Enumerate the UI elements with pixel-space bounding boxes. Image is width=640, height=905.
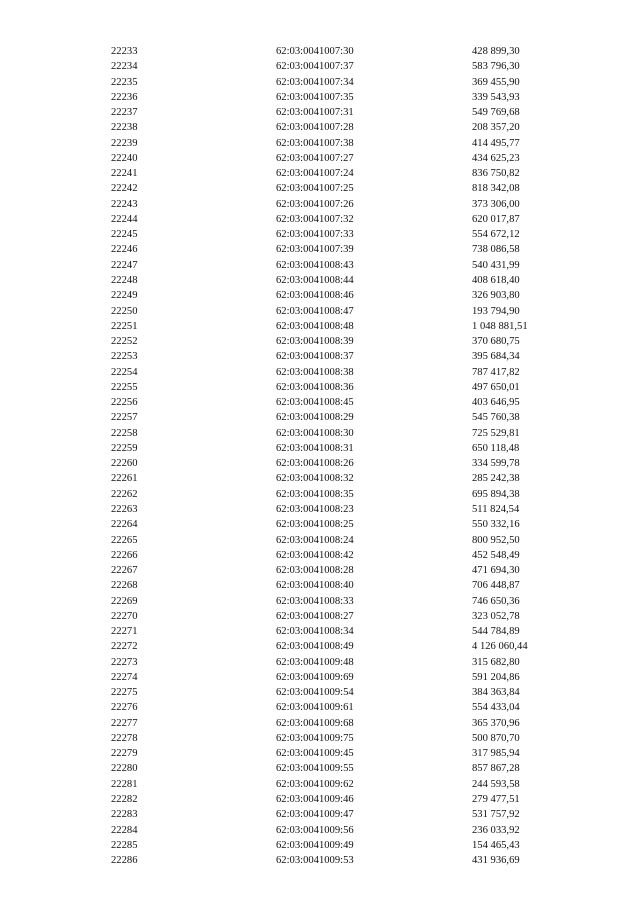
cadastral-number-cell: 62:03:0041007:32 xyxy=(276,213,354,225)
cadastral-number-cell: 62:03:0041008:28 xyxy=(276,565,354,577)
table-row xyxy=(0,685,640,700)
table-row xyxy=(0,746,640,761)
table-row xyxy=(0,151,640,166)
value-cell: 369 455,90 xyxy=(472,76,520,88)
row-number-cell: 22263 xyxy=(111,503,138,515)
row-number-cell: 22282 xyxy=(111,794,138,806)
value-cell: 497 650,01 xyxy=(472,381,520,393)
value-cell: 695 894,38 xyxy=(472,488,520,500)
value-cell: 549 769,68 xyxy=(472,107,520,119)
row-number-cell: 22246 xyxy=(111,244,138,256)
value-cell: 4 126 060,44 xyxy=(472,641,528,653)
value-cell: 1 048 881,51 xyxy=(472,320,528,332)
value-cell: 373 306,00 xyxy=(472,198,520,210)
row-number-cell: 22286 xyxy=(111,855,138,867)
value-cell: 554 672,12 xyxy=(472,229,520,241)
table-row xyxy=(0,273,640,288)
value-cell: 326 903,80 xyxy=(472,290,520,302)
row-number-cell: 22274 xyxy=(111,671,138,683)
value-cell: 818 342,08 xyxy=(472,183,520,195)
cadastral-number-cell: 62:03:0041008:34 xyxy=(276,626,354,638)
cadastral-number-cell: 62:03:0041007:25 xyxy=(276,183,354,195)
row-number-cell: 22256 xyxy=(111,397,138,409)
row-number-cell: 22277 xyxy=(111,717,138,729)
cadastral-number-cell: 62:03:0041009:48 xyxy=(276,656,354,668)
data-table xyxy=(0,44,640,868)
row-number-cell: 22270 xyxy=(111,610,138,622)
table-row xyxy=(0,853,640,868)
value-cell: 545 760,38 xyxy=(472,412,520,424)
table-row xyxy=(0,578,640,593)
row-number-cell: 22261 xyxy=(111,473,138,485)
table-row xyxy=(0,166,640,181)
cadastral-number-cell: 62:03:0041007:37 xyxy=(276,61,354,73)
row-number-cell: 22236 xyxy=(111,91,138,103)
table-row xyxy=(0,334,640,349)
row-number-cell: 22268 xyxy=(111,580,138,592)
value-cell: 384 363,84 xyxy=(472,687,520,699)
table-row xyxy=(0,365,640,380)
row-number-cell: 22253 xyxy=(111,351,138,363)
table-row xyxy=(0,258,640,273)
table-row xyxy=(0,823,640,838)
table-row xyxy=(0,594,640,609)
value-cell: 279 477,51 xyxy=(472,794,520,806)
cadastral-number-cell: 62:03:0041009:49 xyxy=(276,839,354,851)
cadastral-number-cell: 62:03:0041008:35 xyxy=(276,488,354,500)
value-cell: 208 357,20 xyxy=(472,122,520,134)
row-number-cell: 22233 xyxy=(111,46,138,57)
cadastral-number-cell: 62:03:0041008:30 xyxy=(276,427,354,439)
value-cell: 550 332,16 xyxy=(472,519,520,531)
cadastral-number-cell: 62:03:0041007:34 xyxy=(276,76,354,88)
cadastral-number-cell: 62:03:0041007:28 xyxy=(276,122,354,134)
value-cell: 706 448,87 xyxy=(472,580,520,592)
row-number-cell: 22247 xyxy=(111,259,138,271)
value-cell: 620 017,87 xyxy=(472,213,520,225)
cadastral-number-cell: 62:03:0041007:26 xyxy=(276,198,354,210)
cadastral-number-cell: 62:03:0041008:27 xyxy=(276,610,354,622)
row-number-cell: 22240 xyxy=(111,152,138,164)
value-cell: 540 431,99 xyxy=(472,259,520,271)
value-cell: 365 370,96 xyxy=(472,717,520,729)
value-cell: 500 870,70 xyxy=(472,732,520,744)
cadastral-number-cell: 62:03:0041008:31 xyxy=(276,442,354,454)
row-number-cell: 22258 xyxy=(111,427,138,439)
table-row xyxy=(0,380,640,395)
value-cell: 511 824,54 xyxy=(472,503,520,515)
value-cell: 395 684,34 xyxy=(472,351,520,363)
row-number-cell: 22266 xyxy=(111,549,138,561)
row-number-cell: 22255 xyxy=(111,381,138,393)
row-number-cell: 22245 xyxy=(111,229,138,241)
cadastral-number-cell: 62:03:0041009:62 xyxy=(276,778,354,790)
table-row xyxy=(0,181,640,196)
table-row xyxy=(0,395,640,410)
table-row xyxy=(0,319,640,334)
row-number-cell: 22243 xyxy=(111,198,138,210)
row-number-cell: 22242 xyxy=(111,183,138,195)
value-cell: 315 682,80 xyxy=(472,656,520,668)
cadastral-number-cell: 62:03:0041007:31 xyxy=(276,107,354,119)
cadastral-number-cell: 62:03:0041009:68 xyxy=(276,717,354,729)
cadastral-number-cell: 62:03:0041007:30 xyxy=(276,46,354,57)
table-row xyxy=(0,242,640,257)
row-number-cell: 22265 xyxy=(111,534,138,546)
cadastral-number-cell: 62:03:0041008:47 xyxy=(276,305,354,317)
row-number-cell: 22260 xyxy=(111,458,138,470)
cadastral-number-cell: 62:03:0041008:46 xyxy=(276,290,354,302)
row-number-cell: 22283 xyxy=(111,809,138,821)
table-row xyxy=(0,288,640,303)
value-cell: 193 794,90 xyxy=(472,305,520,317)
row-number-cell: 22238 xyxy=(111,122,138,134)
row-number-cell: 22259 xyxy=(111,442,138,454)
value-cell: 431 936,69 xyxy=(472,855,520,867)
cadastral-number-cell: 62:03:0041009:45 xyxy=(276,748,354,760)
table-row xyxy=(0,731,640,746)
table-row xyxy=(0,59,640,74)
row-number-cell: 22284 xyxy=(111,824,138,836)
cadastral-number-cell: 62:03:0041008:38 xyxy=(276,366,354,378)
cadastral-number-cell: 62:03:0041007:39 xyxy=(276,244,354,256)
value-cell: 285 242,38 xyxy=(472,473,520,485)
value-cell: 323 052,78 xyxy=(472,610,520,622)
cadastral-number-cell: 62:03:0041009:75 xyxy=(276,732,354,744)
cadastral-number-cell: 62:03:0041007:24 xyxy=(276,168,354,180)
row-number-cell: 22269 xyxy=(111,595,138,607)
row-number-cell: 22262 xyxy=(111,488,138,500)
value-cell: 554 433,04 xyxy=(472,702,520,714)
value-cell: 583 796,30 xyxy=(472,61,520,73)
cadastral-number-cell: 62:03:0041008:26 xyxy=(276,458,354,470)
table-row xyxy=(0,197,640,212)
row-number-cell: 22257 xyxy=(111,412,138,424)
table-row xyxy=(0,716,640,731)
cadastral-number-cell: 62:03:0041008:29 xyxy=(276,412,354,424)
cadastral-number-cell: 62:03:0041008:37 xyxy=(276,351,354,363)
cadastral-number-cell: 62:03:0041008:48 xyxy=(276,320,354,332)
row-number-cell: 22235 xyxy=(111,76,138,88)
value-cell: 787 417,82 xyxy=(472,366,520,378)
table-row xyxy=(0,639,640,654)
value-cell: 800 952,50 xyxy=(472,534,520,546)
row-number-cell: 22249 xyxy=(111,290,138,302)
table-row xyxy=(0,227,640,242)
value-cell: 857 867,28 xyxy=(472,763,520,775)
table-row xyxy=(0,777,640,792)
cadastral-number-cell: 62:03:0041008:32 xyxy=(276,473,354,485)
row-number-cell: 22237 xyxy=(111,107,138,119)
value-cell: 725 529,81 xyxy=(472,427,520,439)
row-number-cell: 22234 xyxy=(111,61,138,73)
value-cell: 244 593,58 xyxy=(472,778,520,790)
row-number-cell: 22250 xyxy=(111,305,138,317)
value-cell: 746 650,36 xyxy=(472,595,520,607)
row-number-cell: 22279 xyxy=(111,748,138,760)
row-number-cell: 22285 xyxy=(111,839,138,851)
table-row xyxy=(0,471,640,486)
table-row xyxy=(0,533,640,548)
cadastral-number-cell: 62:03:0041007:33 xyxy=(276,229,354,241)
row-number-cell: 22264 xyxy=(111,519,138,531)
row-number-cell: 22276 xyxy=(111,702,138,714)
cadastral-number-cell: 62:03:0041007:27 xyxy=(276,152,354,164)
cadastral-number-cell: 62:03:0041008:24 xyxy=(276,534,354,546)
table-row xyxy=(0,807,640,822)
table-row xyxy=(0,212,640,227)
value-cell: 154 465,43 xyxy=(472,839,520,851)
table-row xyxy=(0,426,640,441)
cadastral-number-cell: 62:03:0041008:49 xyxy=(276,641,354,653)
table-row xyxy=(0,655,640,670)
row-number-cell: 22241 xyxy=(111,168,138,180)
table-row xyxy=(0,792,640,807)
row-number-cell: 22281 xyxy=(111,778,138,790)
value-cell: 408 618,40 xyxy=(472,274,520,286)
row-number-cell: 22239 xyxy=(111,137,138,149)
row-number-cell: 22273 xyxy=(111,656,138,668)
cadastral-number-cell: 62:03:0041008:23 xyxy=(276,503,354,515)
row-number-cell: 22275 xyxy=(111,687,138,699)
table-row xyxy=(0,624,640,639)
value-cell: 428 899,30 xyxy=(472,46,520,57)
table-row xyxy=(0,304,640,319)
cadastral-number-cell: 62:03:0041009:47 xyxy=(276,809,354,821)
cadastral-number-cell: 62:03:0041009:69 xyxy=(276,671,354,683)
value-cell: 544 784,89 xyxy=(472,626,520,638)
table-row xyxy=(0,838,640,853)
table-row xyxy=(0,700,640,715)
table-row xyxy=(0,456,640,471)
row-number-cell: 22280 xyxy=(111,763,138,775)
value-cell: 334 599,78 xyxy=(472,458,520,470)
cadastral-number-cell: 62:03:0041009:46 xyxy=(276,794,354,806)
cadastral-number-cell: 62:03:0041008:39 xyxy=(276,336,354,348)
row-number-cell: 22267 xyxy=(111,565,138,577)
cadastral-number-cell: 62:03:0041008:33 xyxy=(276,595,354,607)
table-row xyxy=(0,44,640,59)
cadastral-number-cell: 62:03:0041008:43 xyxy=(276,259,354,271)
value-cell: 414 495,77 xyxy=(472,137,520,149)
cadastral-number-cell: 62:03:0041008:40 xyxy=(276,580,354,592)
table-row xyxy=(0,563,640,578)
value-cell: 339 543,93 xyxy=(472,91,520,103)
row-number-cell: 22244 xyxy=(111,213,138,225)
cadastral-number-cell: 62:03:0041008:44 xyxy=(276,274,354,286)
cadastral-number-cell: 62:03:0041008:36 xyxy=(276,381,354,393)
table-row xyxy=(0,410,640,425)
value-cell: 317 985,94 xyxy=(472,748,520,760)
table-row xyxy=(0,441,640,456)
cadastral-number-cell: 62:03:0041009:53 xyxy=(276,855,354,867)
row-number-cell: 22254 xyxy=(111,366,138,378)
table-row xyxy=(0,136,640,151)
table-row xyxy=(0,349,640,364)
value-cell: 471 694,30 xyxy=(472,565,520,577)
table-row xyxy=(0,120,640,135)
value-cell: 650 118,48 xyxy=(472,442,520,454)
cadastral-number-cell: 62:03:0041008:42 xyxy=(276,549,354,561)
cadastral-number-cell: 62:03:0041009:61 xyxy=(276,702,354,714)
value-cell: 452 548,49 xyxy=(472,549,520,561)
table-row xyxy=(0,75,640,90)
value-cell: 531 757,92 xyxy=(472,809,520,821)
row-number-cell: 22248 xyxy=(111,274,138,286)
row-number-cell: 22272 xyxy=(111,641,138,653)
value-cell: 836 750,82 xyxy=(472,168,520,180)
value-cell: 370 680,75 xyxy=(472,336,520,348)
value-cell: 434 625,23 xyxy=(472,152,520,164)
value-cell: 403 646,95 xyxy=(472,397,520,409)
table-row xyxy=(0,761,640,776)
table-row xyxy=(0,502,640,517)
row-number-cell: 22271 xyxy=(111,626,138,638)
row-number-cell: 22252 xyxy=(111,336,138,348)
cadastral-number-cell: 62:03:0041009:56 xyxy=(276,824,354,836)
cadastral-number-cell: 62:03:0041007:35 xyxy=(276,91,354,103)
value-cell: 236 033,92 xyxy=(472,824,520,836)
cadastral-number-cell: 62:03:0041008:45 xyxy=(276,397,354,409)
value-cell: 591 204,86 xyxy=(472,671,520,683)
cadastral-number-cell: 62:03:0041009:54 xyxy=(276,687,354,699)
cadastral-number-cell: 62:03:0041007:38 xyxy=(276,137,354,149)
cadastral-number-cell: 62:03:0041009:55 xyxy=(276,763,354,775)
row-number-cell: 22251 xyxy=(111,320,138,332)
table-row xyxy=(0,548,640,563)
table-row xyxy=(0,105,640,120)
cadastral-number-cell: 62:03:0041008:25 xyxy=(276,519,354,531)
table-row xyxy=(0,517,640,532)
table-row xyxy=(0,609,640,624)
value-cell: 738 086,58 xyxy=(472,244,520,256)
table-row xyxy=(0,90,640,105)
row-number-cell: 22278 xyxy=(111,732,138,744)
table-row xyxy=(0,670,640,685)
table-row xyxy=(0,487,640,502)
